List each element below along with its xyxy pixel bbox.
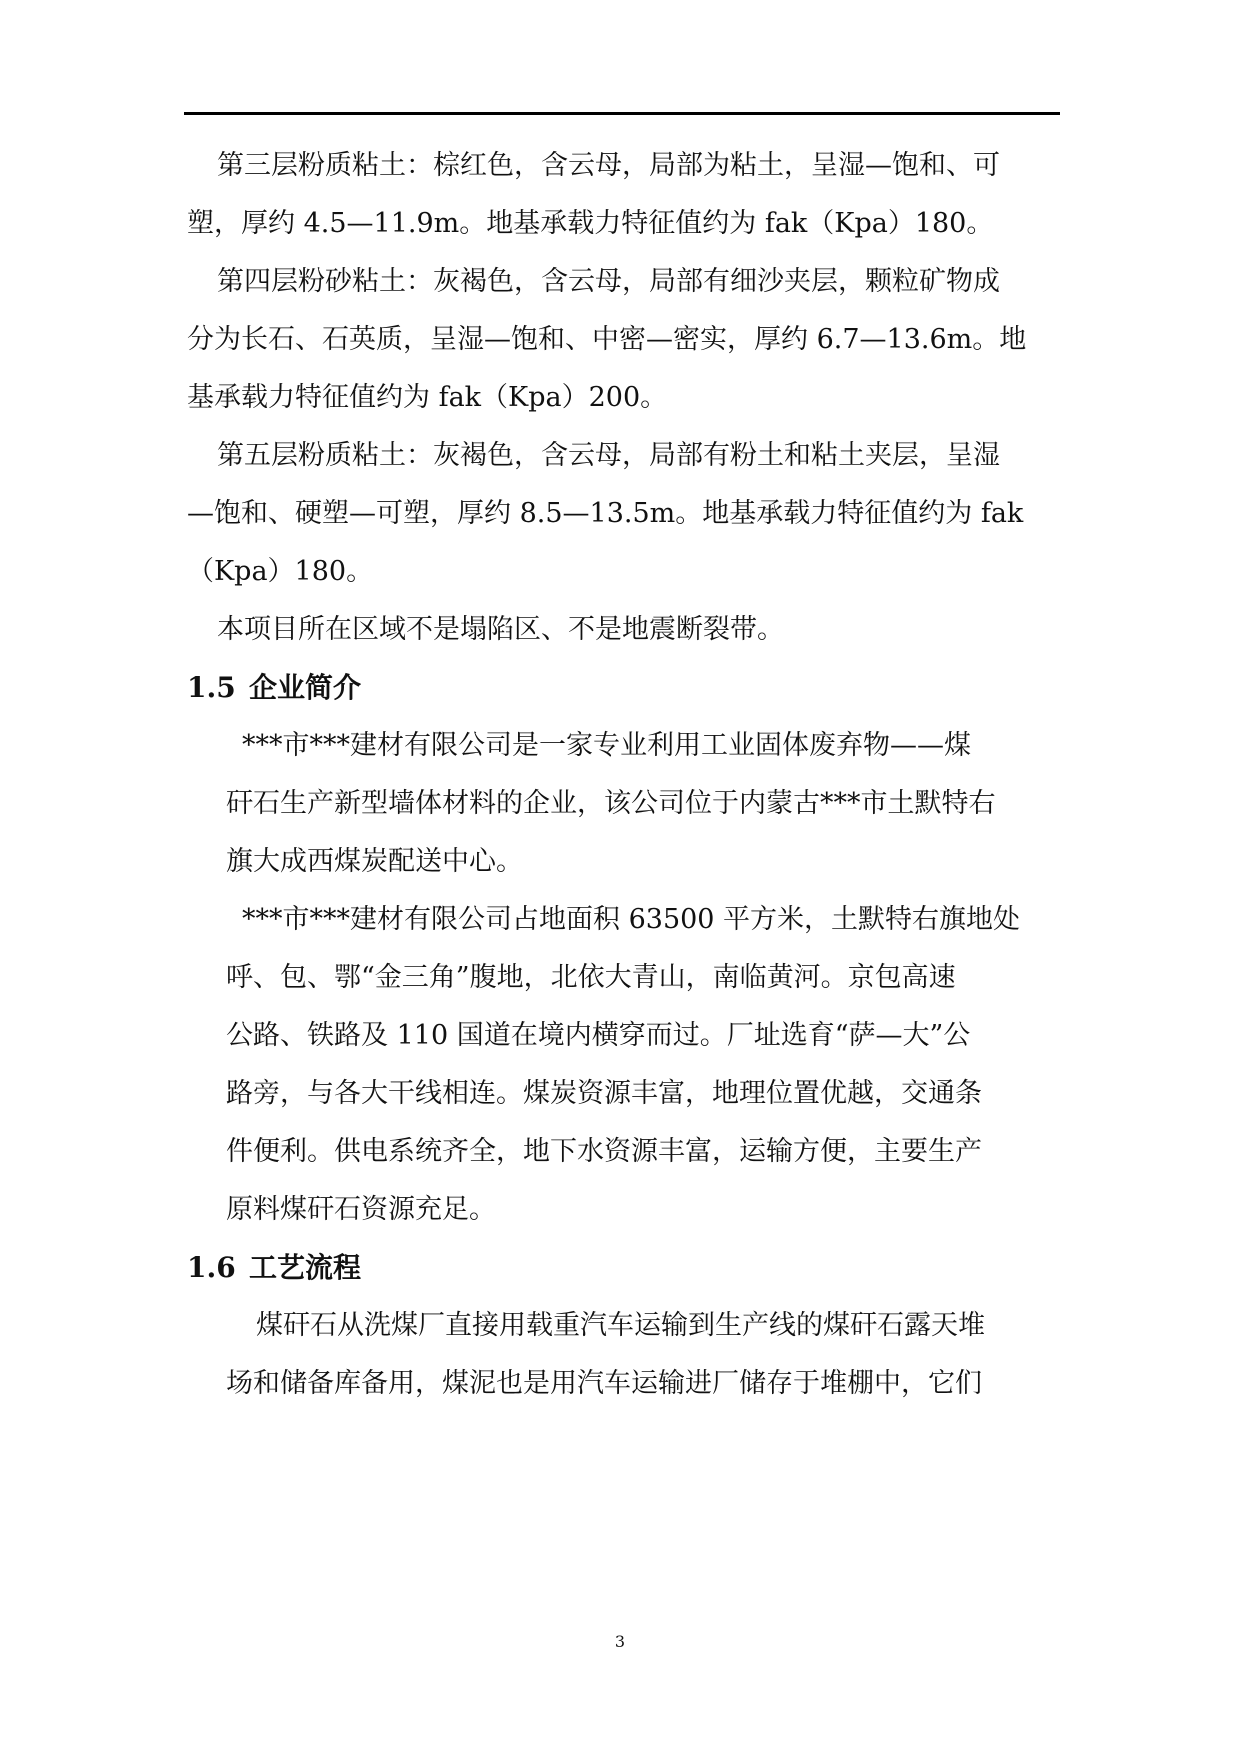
- paragraph-process1-line-2: 场和储备库备用，煤泥也是用汽车运输进厂储存于堆棚中，它们: [226, 1368, 982, 1399]
- section-title: 企业简介: [249, 671, 362, 704]
- paragraph-layer5-line-1: 第五层粉质粘土：灰褐色，含云母，局部有粉土和粘土夹层，呈湿: [217, 440, 1000, 471]
- paragraph-layer4-line-2: 分为长石、石英质，呈湿—饱和、中密—密实，厚约 6.7—13.6m。地: [187, 324, 1027, 355]
- paragraph-layer4-line-1: 第四层粉砂粘土：灰褐色，含云母，局部有细沙夹层，颗粒矿物成: [217, 266, 1000, 297]
- paragraph-company1-line-2: 矸石生产新型墙体材料的企业，该公司位于内蒙古***市土默特右: [226, 788, 996, 819]
- header-rule: [184, 112, 1060, 115]
- section-title: 工艺流程: [249, 1251, 362, 1284]
- paragraph-process1-line-1: 煤矸石从洗煤厂直接用载重汽车运输到生产线的煤矸石露天堆: [256, 1310, 985, 1341]
- paragraph-area-note: 本项目所在区域不是塌陷区、不是地震断裂带。: [217, 614, 784, 645]
- section-heading-1-6: [187, 1248, 361, 1288]
- paragraph-layer3-line-1: 第三层粉质粘土：棕红色，含云母，局部为粘土，呈湿—饱和、可: [217, 150, 1000, 181]
- paragraph-company2-line-1: ***市***建材有限公司占地面积 63500 平方米，土默特右旗地处: [242, 904, 1021, 935]
- paragraph-layer5-line-2: —饱和、硬塑—可塑，厚约 8.5—13.5m。地基承载力特征值约为 fak: [187, 498, 1024, 529]
- paragraph-company2-line-5: 件便利。供电系统齐全，地下水资源丰富，运输方便，主要生产: [226, 1136, 982, 1167]
- paragraph-layer5-line-3: （Kpa）180。: [187, 556, 374, 587]
- paragraph-layer3-line-2: 塑，厚约 4.5—11.9m。地基承载力特征值约为 fak（Kpa）180。: [187, 208, 994, 239]
- section-number: 1.5: [187, 671, 236, 704]
- section-number: 1.6: [187, 1251, 236, 1284]
- paragraph-company2-line-4: 路旁，与各大干线相连。煤炭资源丰富，地理位置优越，交通条: [226, 1078, 982, 1109]
- page-number: 3: [614, 1632, 626, 1651]
- section-heading-1-5: [187, 668, 361, 708]
- paragraph-company2-line-6: 原料煤矸石资源充足。: [226, 1194, 496, 1225]
- paragraph-company2-line-3: 公路、铁路及 110 国道在境内横穿而过。厂址选育“萨—大”公: [226, 1020, 971, 1051]
- paragraph-company2-line-2: 呼、包、鄂“金三角”腹地，北依大青山，南临黄河。京包高速: [226, 962, 956, 993]
- paragraph-layer4-line-3: 基承载力特征值约为 fak（Kpa）200。: [187, 382, 668, 413]
- paragraph-company1-line-3: 旗大成西煤炭配送中心。: [226, 846, 523, 877]
- paragraph-company1-line-1: ***市***建材有限公司是一家专业利用工业固体废弃物——煤: [242, 730, 971, 761]
